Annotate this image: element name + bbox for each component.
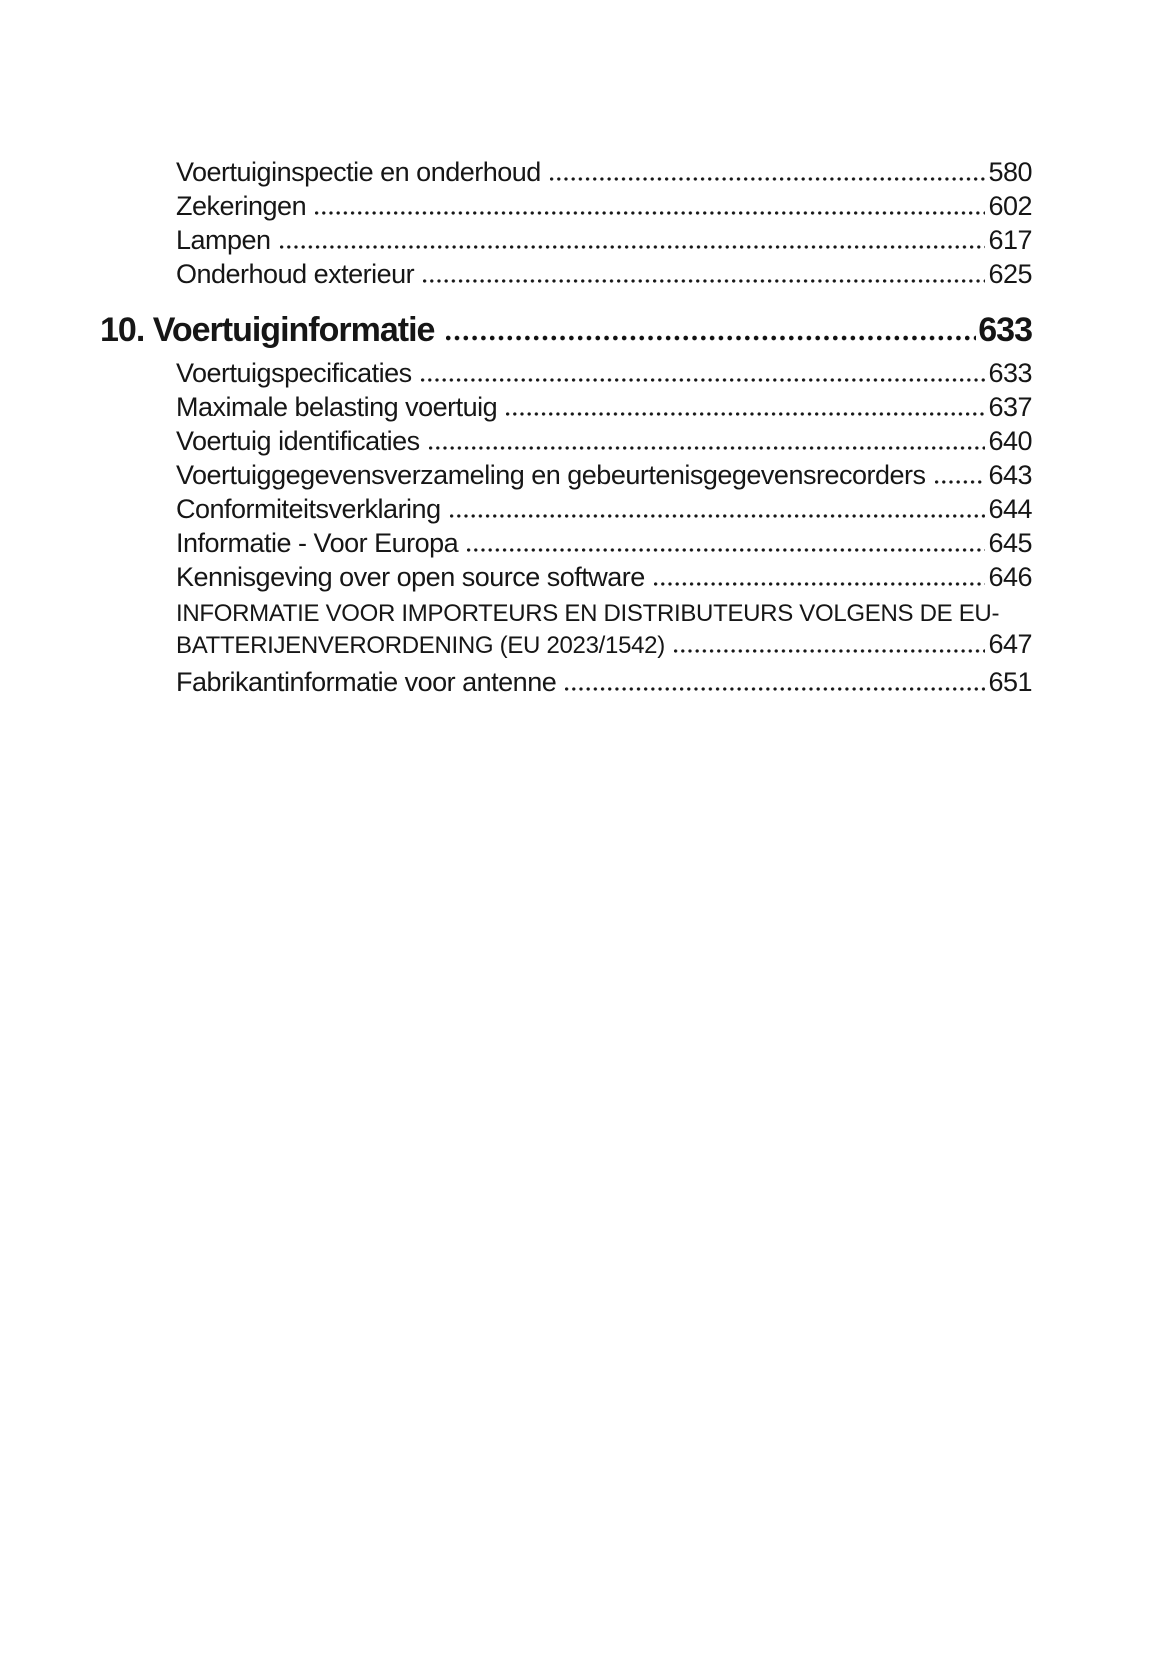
toc-entry-page: 645 [988, 528, 1032, 558]
toc-entry-page: 580 [988, 157, 1032, 187]
toc-entry-label: Onderhoud exterieur [176, 259, 415, 289]
toc-entry [100, 599, 1032, 629]
toc-entry-label: Zekeringen [176, 191, 307, 221]
toc-entry-page: 647 [988, 629, 1032, 659]
toc-chapter-heading [100, 308, 1032, 352]
toc-entry [100, 189, 1032, 223]
toc-entry-page: 643 [988, 460, 1032, 490]
toc-entry-page: 602 [988, 191, 1032, 221]
toc-entry-label: Kennisgeving over open source software [176, 562, 645, 592]
toc-entry-label: Maximale belasting voertuig [176, 392, 498, 422]
toc-entry-label: INFORMATIE VOOR IMPORTEURS EN DISTRIBUTEURS VOLGENS DE EU- [176, 600, 1000, 627]
toc-entry [100, 526, 1032, 560]
toc-chapter-page: 633 [978, 311, 1032, 349]
toc-entry [100, 356, 1032, 390]
toc-entry [100, 629, 1032, 661]
toc-entry [100, 560, 1032, 594]
toc-entry-label: Conformiteitsverklaring [176, 494, 441, 524]
toc-entry-label: Fabrikantinformatie voor antenne [176, 667, 557, 697]
toc-entry-page: 633 [988, 358, 1032, 388]
toc-entry-page: 644 [988, 494, 1032, 524]
toc-entry-label: Voertuig identificaties [176, 426, 420, 456]
toc-entry [100, 492, 1032, 526]
toc-entry-label: Lampen [176, 225, 271, 255]
table-of-contents [100, 155, 1032, 699]
toc-entry-label: Voertuiggegevensverzameling en gebeurtenisgegevensrecorders [176, 460, 926, 490]
toc-entry [100, 390, 1032, 424]
toc-entry-label: Informatie - Voor Europa [176, 528, 459, 558]
toc-entry-label: Voertuiginspectie en onderhoud [176, 157, 541, 187]
toc-entry [100, 458, 1032, 492]
toc-entry-label: Voertuigspecificaties [176, 358, 412, 388]
toc-entry [100, 223, 1032, 257]
toc-entry-page: 625 [988, 259, 1032, 289]
toc-entry [100, 665, 1032, 699]
toc-entry-page: 640 [988, 426, 1032, 456]
toc-entry-page: 651 [988, 667, 1032, 697]
toc-entry-page: 646 [988, 562, 1032, 592]
toc-entry-label: BATTERIJENVERORDENING (EU 2023/1542) [176, 632, 665, 659]
toc-chapter-title: 10. Voertuiginformatie [100, 311, 435, 349]
toc-entry [100, 257, 1032, 291]
toc-entry [100, 155, 1032, 189]
toc-entry-page: 637 [988, 392, 1032, 422]
toc-entry [100, 424, 1032, 458]
toc-entry-page: 617 [988, 225, 1032, 255]
